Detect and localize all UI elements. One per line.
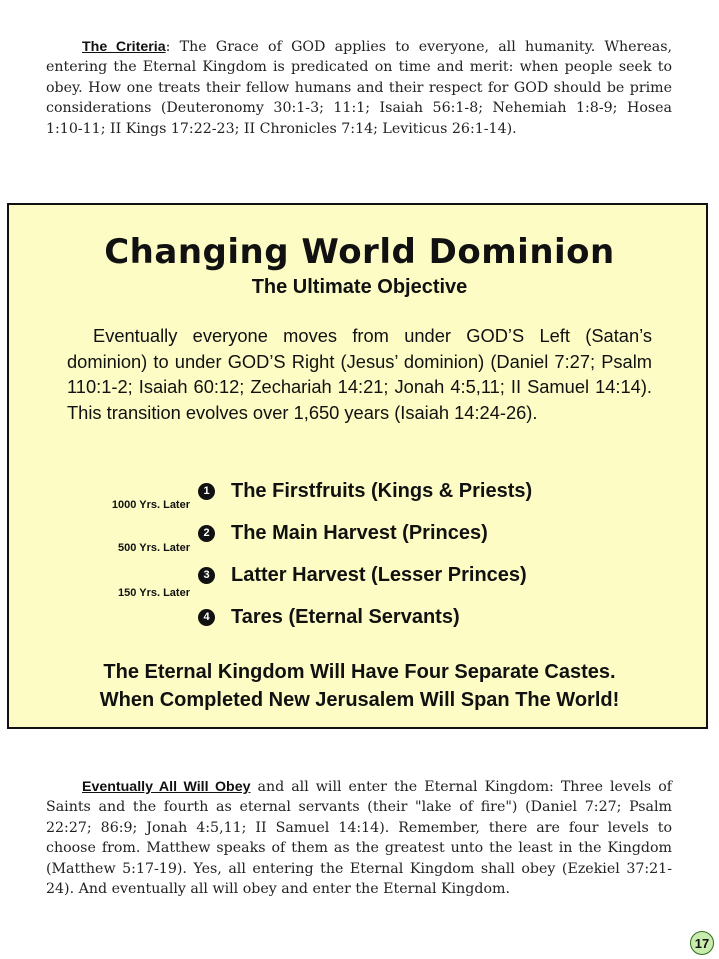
criteria-heading: The Criteria (82, 39, 166, 55)
caste-label: The Firstfruits (Kings & Priests) (231, 479, 533, 502)
caste-label: The Main Harvest (Princes) (231, 521, 488, 544)
box-body-text: Eventually everyone moves from under GOD’S Left (Satan’s dominion) to under GOD’S Right (Jesus’ dominion) (Daniel 7:27; Psalm 110:1-2; Isaiah 60:12; Zechariah 14:21; Jonah 4:5,11; II Samuel 14:14). This transition evolves over 1,650 years (Isaiah 14:24-26). (67, 325, 652, 423)
box-subtitle: The Ultimate Objective (251, 276, 468, 298)
caste-item (198, 520, 488, 546)
number-badge: 2 (198, 525, 215, 542)
caste-item (198, 604, 460, 630)
number-badge: 3 (198, 567, 215, 584)
conclusion-line: The Eternal Kingdom Will Have Four Separate Castes. (103, 661, 616, 683)
criteria-text: : The Grace of GOD applies to everyone, all humanity. Whereas, entering the Eternal Kingdom is predicated on time and merit: when people seek to obey. How one treats their fellow humans and their respect for GOD should be prime considerations (Deuteronomy 30:1-3; 11:1; Isaiah 56:1-8; Nehemiah 1:8-9; Hosea 1:10-11; II Kings 17:22-23; II Chronicles 7:14; Leviticus 26:1-14). (46, 39, 673, 137)
time-gap-label: 1000 Yrs. Later (111, 499, 190, 511)
box-title: Changing World Dominion (104, 232, 615, 272)
number-badge: 4 (198, 609, 215, 626)
obey-heading: Eventually All Will Obey (82, 779, 251, 795)
caste-label: Tares (Eternal Servants) (231, 605, 460, 628)
obey-text: and all will enter the Eternal Kingdom: Three levels of Saints and the fourth as eternal servants (their "lake of fire") (Daniel 7:27; Psalm 22:27; 86:9; Jonah 4:5,11; II Samuel 14:14). Remember, there are four levels to choose from. Matthew speaks of them as the greatest unto the least in the Kingdom (Matthew 5:17-19). Yes, all entering the Eternal Kingdom shall obey (Ezekiel 37:21-24). And eventually all will obey and enter the Eternal Kingdom. (46, 779, 672, 898)
caste-label: Latter Harvest (Lesser Princes) (231, 563, 527, 586)
page-number-badge: 17 (690, 931, 714, 955)
caste-item (198, 562, 527, 588)
time-gap-label: 150 Yrs. Later (118, 587, 190, 599)
caste-item (198, 478, 532, 504)
time-gap-label: 500 Yrs. Later (118, 542, 190, 554)
obey-paragraph (46, 777, 672, 899)
box-body (67, 323, 652, 425)
number-badge: 1 (198, 483, 215, 500)
criteria-paragraph (46, 37, 672, 139)
conclusion-line: When Completed New Jerusalem Will Span The World! (99, 689, 620, 711)
